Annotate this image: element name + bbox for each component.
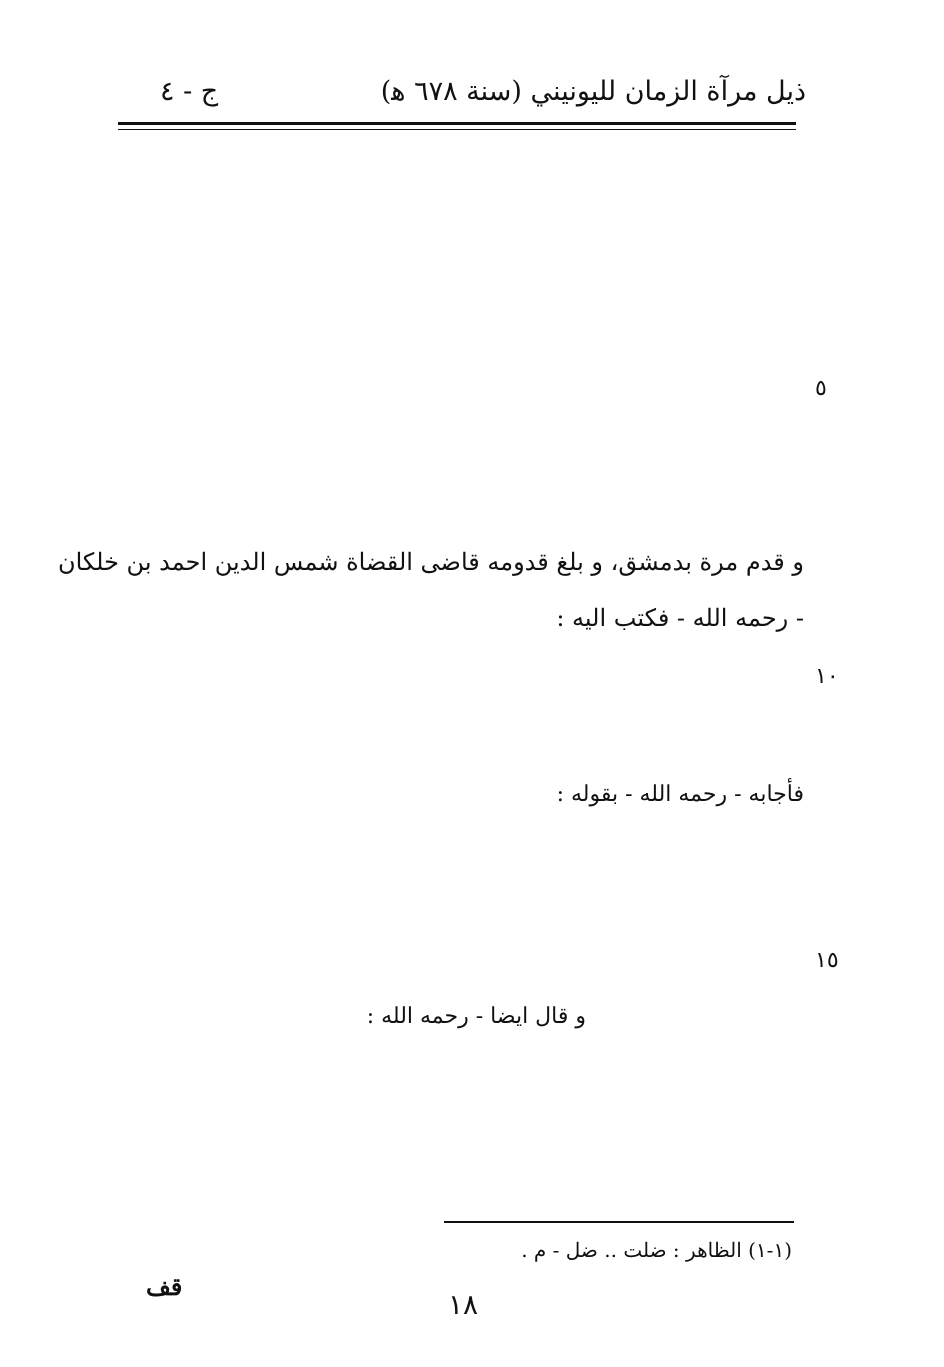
- header-rule-thick: [118, 122, 796, 125]
- prose-line: فأجابه - رحمه الله - بقوله :: [556, 782, 804, 807]
- running-header-title: ذيل مرآة الزمان لليونيني (سنة ٦٧٨ ﻫ): [380, 76, 806, 107]
- prose-line: و قال ايضا - رحمه الله :: [366, 1004, 586, 1029]
- footnote: (١-١) الظاهر : ضلت .. ضل - م .: [521, 1238, 792, 1262]
- line-number: ١٠: [815, 664, 839, 689]
- prose-line: و قدم مرة بدمشق، و بلغ قدومه قاضى القضاة شمس الدين احمد بن خلكان: [57, 548, 804, 576]
- signature-mark: قف: [146, 1272, 183, 1301]
- line-number: ١٥: [815, 948, 839, 973]
- prose-line: - رحمه الله - فكتب اليه :: [556, 604, 804, 632]
- header-rule-thin: [118, 129, 796, 130]
- page-number: ١٨: [448, 1288, 479, 1321]
- footnote-rule: [444, 1221, 794, 1223]
- line-number: ٥: [815, 376, 827, 401]
- running-header-volume: ج - ٤: [160, 76, 219, 107]
